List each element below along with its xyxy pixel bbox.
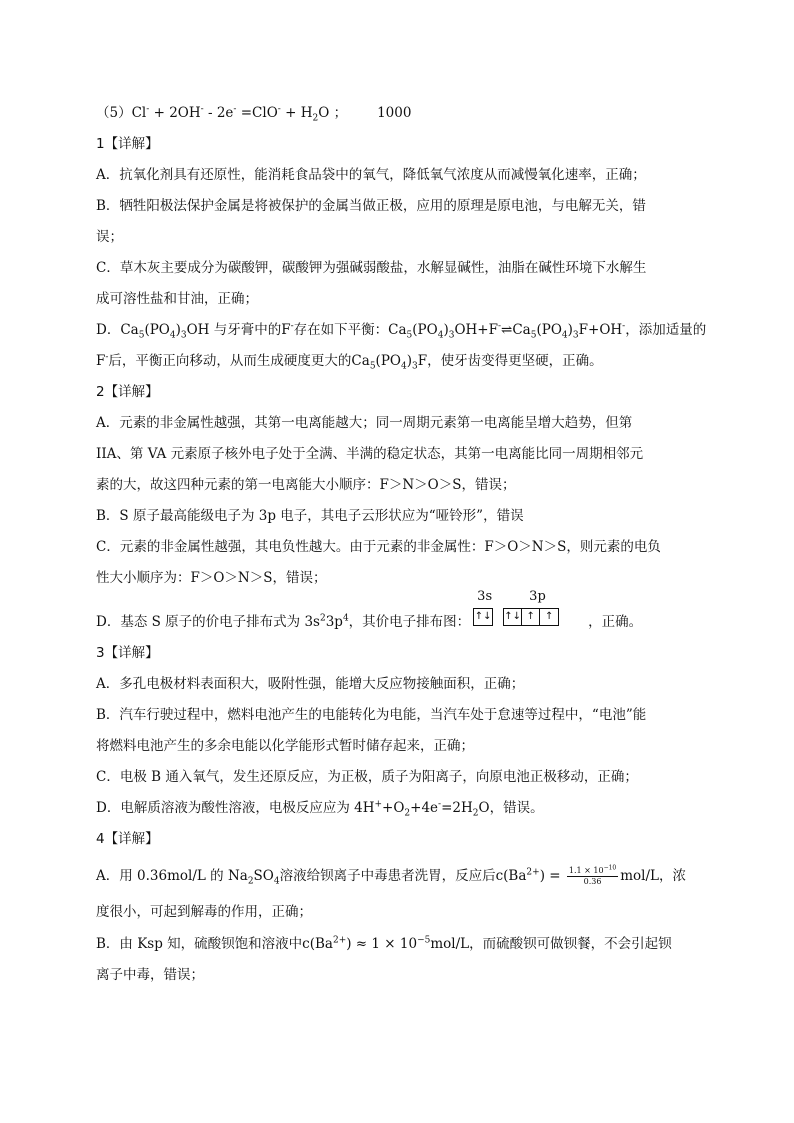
q3-option-a: A．多孔电极材料表面积大，吸附性强，能增大反应物接触面积，正确； — [96, 676, 525, 692]
section-heading-3: 3【详解】 — [96, 645, 159, 661]
orbital-label-3p: 3p — [529, 589, 546, 604]
q4-option-b-line2: 离子中毒，错误； — [96, 967, 204, 983]
orbital-cell: ↑↓ — [504, 609, 522, 625]
answer-line-5: $(5)Cl^- + 2OH^- - 2e^- =ClO^- + H_2O$ ； 1000 — [96, 104, 412, 124]
orbital-cell: ↑ — [522, 609, 540, 625]
orbital-cell: ↑↓ — [474, 611, 492, 622]
q4-option-a-line1: A．用 0.36mol/L 的 $Na_2SO_4$溶液给钡离子中毒患者洗胃，反应后$c(Ba^{2+})$ = $\frac{1.1 \times 10^{-10}}{0.36}$ mol/L，浓 — [96, 864, 686, 887]
orbital-box-3p — [503, 608, 559, 626]
section-heading-4: 4【详解】 — [96, 831, 159, 847]
q1-option-c-line1: C．草木灰主要成分为碳酸钾，碳酸钾为强碱弱酸盐，水解显碱性，油脂在碱性环境下水解生 — [96, 260, 647, 276]
fraction: $\frac{1.1 \times 10^{-10}}{0.36}$ — [568, 864, 617, 886]
answer-value: 1000 — [377, 105, 412, 121]
q4-option-a-line2: 度很小，可起到解毒的作用，正确； — [96, 904, 312, 920]
q1-option-d-line1: D．$Ca_5(PO_4)_3OH$ 与牙膏中的F-存在如下平衡：$Ca_5(PO_4)_3OH+F^-\rightleftharpoons Ca_5(PO_4)_3F+OH^-$，添加适量的 — [96, 321, 707, 341]
q1-option-b-line2: 误； — [96, 229, 123, 245]
q2-option-a-line3: 素的大，故这四种元素的第一电离能大小顺序：F＞N＞O＞S，错误； — [96, 477, 516, 493]
orbital-cell: ↑ — [544, 611, 554, 622]
section-heading-1: 1【详解】 — [96, 136, 159, 152]
orbital-box-3s — [473, 608, 493, 626]
q4-option-b-line1: B．由 Ksp 知，硫酸钡饱和溶液中$c(Ba^{2+}) \approx 1 \times 10^{-5}mol/L$，而硫酸钡可做钡餐，不会引起钡 — [96, 935, 672, 952]
q2-option-d: D．基态 S 原子的价电子排布式为 $3s^23p^4$，其价电子排布图： 3s 3p ↑↓ ↑↓ ↑ ↑ ，正确。 — [96, 606, 696, 634]
q1-option-c-line2: 成可溶性盐和甘油，正确； — [96, 291, 258, 307]
q2-option-a-line2: IIA、第 VA 元素原子核外电子处于全满、半满的稳定状态，其第一电离能比同一周期相邻元 — [96, 446, 644, 462]
q1-option-a: A．抗氧化剂具有还原性，能消耗食品袋中的氧气，降低氧气浓度从而减慢氧化速率，正确； — [96, 167, 646, 183]
q3-option-d: D．电解质溶液为酸性溶液，电极反应应为 $4H^++O_2+4e^-=2H_2O$，错误。 — [96, 799, 544, 819]
q3-option-b-line2: 将燃料电池产生的多余电能以化学能形式暂时储存起来，正确； — [96, 738, 474, 754]
q2-option-c-line2: 性大小顺序为：F＞O＞N＞S，错误； — [96, 570, 327, 586]
orbital-diagram — [473, 589, 585, 634]
q3-option-c: C．电极 B 通入氧气，发生还原反应，为正极，质子为阳离子，向原电池正极移动，正确； — [96, 769, 638, 785]
q1-option-b-line1: B．牺牲阳极法保护金属是将被保护的金属当做正极，应用的原理是原电池，与电解无关，错 — [96, 198, 646, 214]
orbital-label-3s: 3s — [477, 589, 493, 604]
q3-option-b-line1: B．汽车行驶过程中，燃料电池产生的电能转化为电能，当汽车处于怠速等过程中，“电池”能 — [96, 707, 647, 723]
section-heading-2: 2【详解】 — [96, 384, 159, 400]
q2-option-b: B．S 原子最高能级电子为 3p 电子，其电子云形状应为“哑铃形”，错误 — [96, 508, 524, 524]
q1-option-d-line2: F-后，平衡正向移动，从而生成硬度更大的$Ca_5(PO_4)_3F$，使牙齿变得更坚硬，正确。 — [96, 352, 603, 372]
q2-option-c-line1: C．元素的非金属性越强，其电负性越大。由于元素的非金属性：F＞O＞N＞S，则元素的电负 — [96, 539, 661, 555]
q2-option-a-line1: A．元素的非金属性越强，其第一电离能越大；同一周期元素第一电离能呈增大趋势，但第 — [96, 415, 633, 431]
